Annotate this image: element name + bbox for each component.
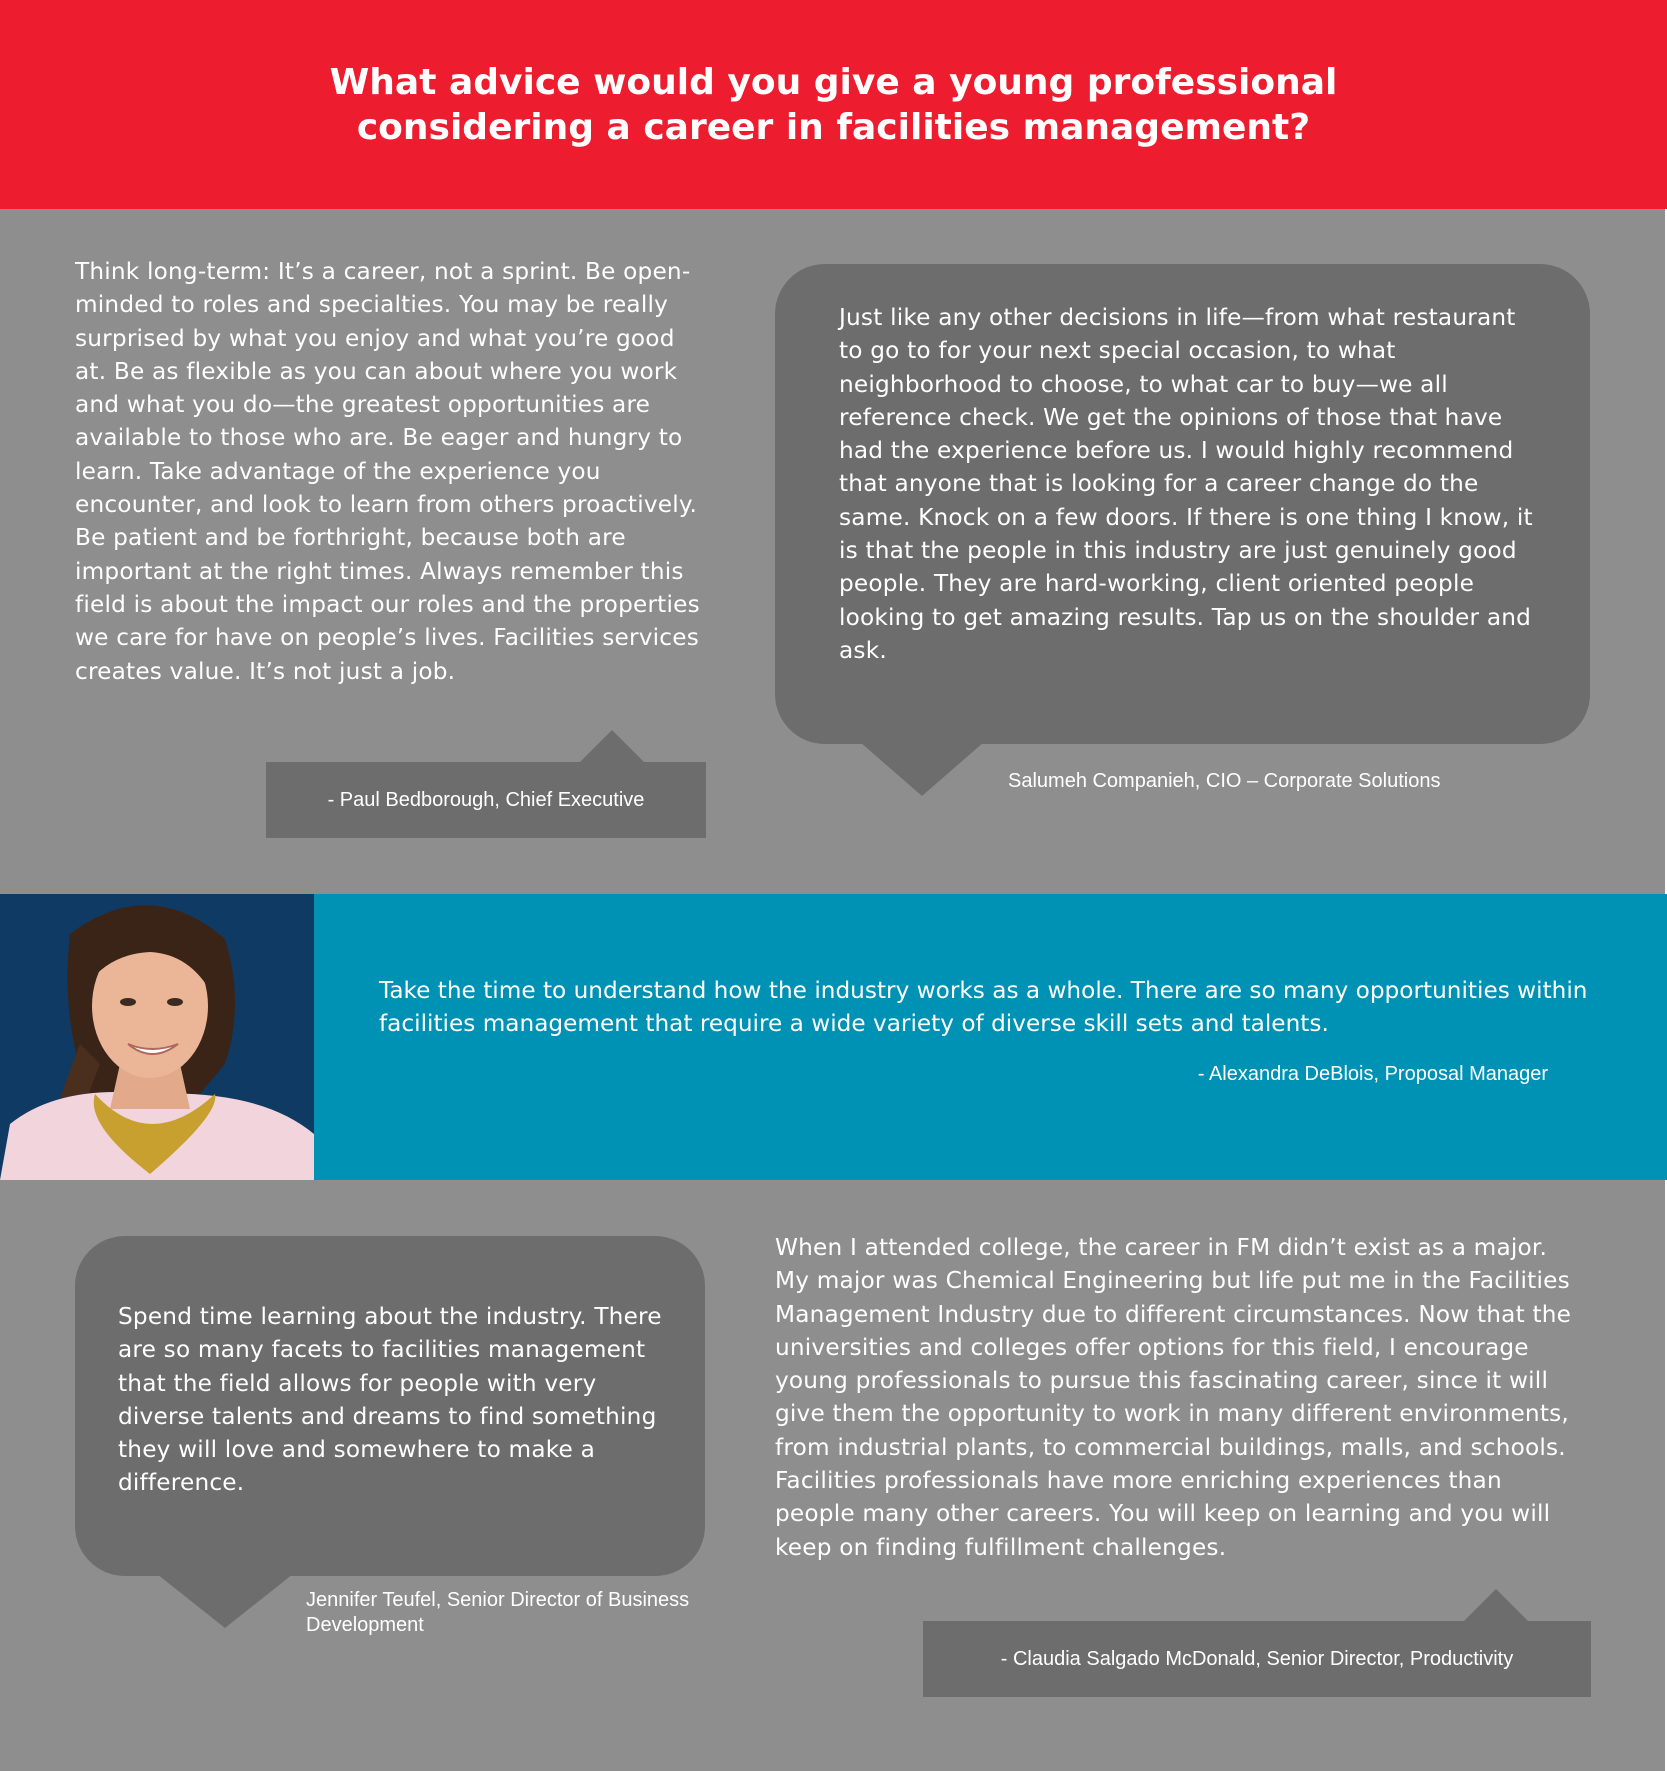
attribution-deblois: - Alexandra DeBlois, Proposal Manager	[1197, 1063, 1548, 1085]
quote-text-bedborough: Think long-term: It’s a career, not a sprint. Be open-minded to roles and specialties. You may be really surprised by what you enjoy and what you’re good at. Be as flexible as you can about where you work and what you do—the greatest opportunities are available to those who are. Be eager and hungry to learn. Take advantage of the experience you encounter, and look to learn from others proactively. Be patient and be forthright, because both are important at the right times. Always remember this field is about the impact our roles and the properties we care for have on people’s lives. Facilities services creates value. It’s not just a job.	[75, 258, 700, 685]
attribution-tag-arrow	[578, 730, 646, 764]
quote-text-deblois: Take the time to understand how the industry works as a whole. There are so many opportunities within facilities management that require a wide variety of diverse skill sets and talents.	[379, 977, 1588, 1038]
speech-bubble-tail	[860, 742, 984, 796]
portrait-photo	[0, 894, 314, 1180]
quote-text-teufel: Spend time learning about the industry. There are so many facets to facilities management that the field allows for people with very diverse talents and dreams to find something they will love and somewhere to make a difference.	[118, 1303, 662, 1497]
page-title: What advice would you give a young professional considering a career in facilities management?	[329, 61, 1338, 148]
header-banner	[0, 0, 1667, 209]
attribution-tag-arrow	[1462, 1589, 1530, 1623]
portrait-illustration	[0, 894, 314, 1180]
speech-bubble-tail	[157, 1574, 293, 1628]
attribution-mcdonald: - Claudia Salgado McDonald, Senior Director, Productivity	[1000, 1647, 1514, 1670]
attribution-teufel: Jennifer Teufel, Senior Director of Business Development	[306, 1589, 690, 1636]
attribution-bedborough: - Paul Bedborough, Chief Executive	[327, 788, 645, 811]
quote-text-mcdonald: When I attended college, the career in FM didn’t exist as a major. My major was Chemical Engineering but life put me in the Facilities Management Industry due to different circumstances. Now that the universities and colleges offer options for this field, I encourage young professionals to pursue this fascinating career, since it will give them the opportunity to work in many different environments, from industrial plants, to commercial buildings, malls, and schools. Facilities professionals have more enriching experiences than people many other careers. You will keep on learning and you will keep on finding fulfillment challenges.	[775, 1234, 1572, 1561]
attribution-companieh: Salumeh Companieh, CIO – Corporate Solutions	[1008, 770, 1441, 792]
quote-text-companieh: Just like any other decisions in life—from what restaurant to go to for your next special occasion, to what neighborhood to choose, to what car to buy—we all reference check. We get the opinions of those that have had the experience before us. I would highly recommend that anyone that is looking for a career change do the same. Knock on a few doors. If there is one thing I know, it is that the people in this industry are just genuinely good people. They are hard-working, client oriented people looking to get amazing results. Tap us on the shoulder and ask.	[839, 304, 1533, 664]
